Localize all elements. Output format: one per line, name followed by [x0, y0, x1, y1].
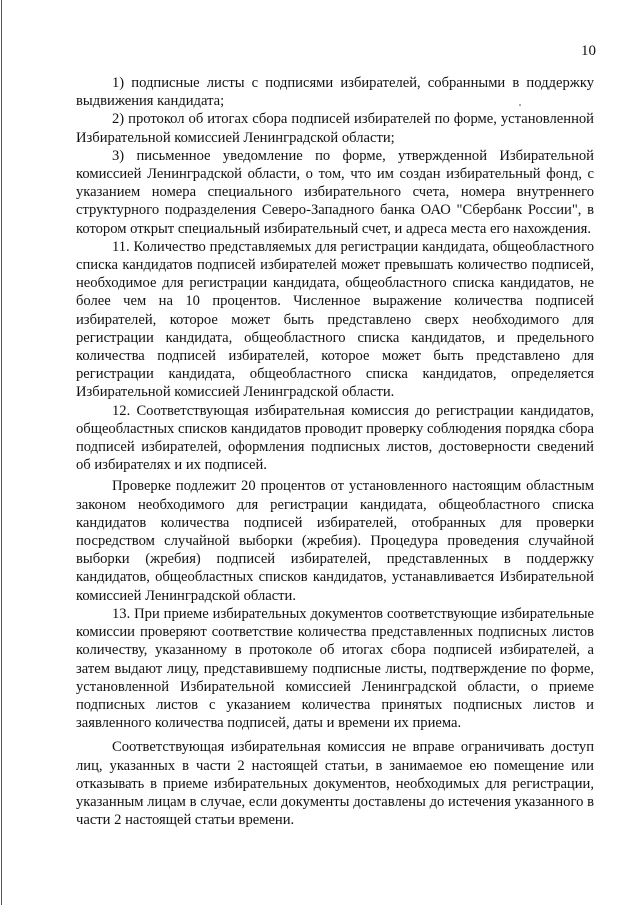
paragraph-item-2: 2) протокол об итогах сбора подписей избирателей по форме, установленной Избирательной комиссией Ленинградской области; [76, 111, 594, 146]
scan-speck [519, 104, 521, 106]
scan-left-edge [1, 0, 2, 905]
paragraph-access: Соответствующая избирательная комиссия не вправе ограничивать доступ лиц, указанных в части 2 настоящей статьи, в занимаемое ею помещение или отказывать в приеме избирательных документов, необходимых для регистрации, указанным лицам в случае, если документы доставлены до истечения указанного в части 2 настоящей статьи времени. [76, 739, 594, 829]
paragraph-item-1: 1) подписные листы с подписями избирателей, собранными в поддержку выдвижения кандидата; [76, 75, 594, 110]
paragraph-verification: Проверке подлежит 20 процентов от установленного настоящим областным законом необходимого для регистрации кандидата, общеобластного списка кандидатов количества подписей избирателей, отобранных для проверки посредством случайной выборки (жребия). Процедура проведения случайной выборки (жребия) подписей избирателей, представленных в поддержку кандидатов, общеобластных списков кандидатов, устанавливается Избирательной комиссией Ленинградской области. [76, 478, 594, 604]
document-body [76, 74, 594, 829]
paragraph-clause-11: 11. Количество представляемых для регистрации кандидата, общеобластного списка кандидатов подписей избирателей может превышать количество подписей, необходимое для регистрации кандидата, общеобластного списка кандидатов, не более чем на 10 процентов. Численное выражение количества подписей избирателей, которое может быть представлено сверх необходимого для регистрации кандидата, общеобластного списка кандидатов, и предельного количества подписей избирателей, которое может быть представлено для регистрации кандидата, общеобластного списка кандидатов, определяется Избирательной комиссией Ленинградской области. [76, 238, 594, 401]
paragraph-clause-12: 12. Соответствующая избирательная комиссия до регистрации кандидатов, общеобластных списков кандидатов проводит проверку соблюдения порядка сбора подписей избирателей, оформления подписных листов, достоверности сведений об избирателях и их подписей. [76, 402, 594, 474]
paragraph-item-3: 3) письменное уведомление по форме, утвержденной Избирательной комиссией Ленинградской области, о том, что им создан избирательный фонд, с указанием номера специального избирательного счета, номера внутреннего структурного подразделения Северо-Западного банка ОАО "Сбербанк России", в котором открыт специальный избирательный счет, и адреса места его нахождения. [76, 147, 594, 237]
paragraph-clause-13: 13. При приеме избирательных документов соответствующие избирательные комиссии проверяют соответствие количества представленных подписных листов количеству, указанному в протоколе об итогах сбора подписей избирателей, а затем выдают лицу, представившему подписные листы, подтверждение по форме, установленной Избирательной комиссией Ленинградской области, о приеме подписных листов с указанием количества принятых подписных листов и заявленного количества подписей, даты и времени их приема. [76, 605, 594, 732]
page-number: 10 [581, 43, 596, 59]
